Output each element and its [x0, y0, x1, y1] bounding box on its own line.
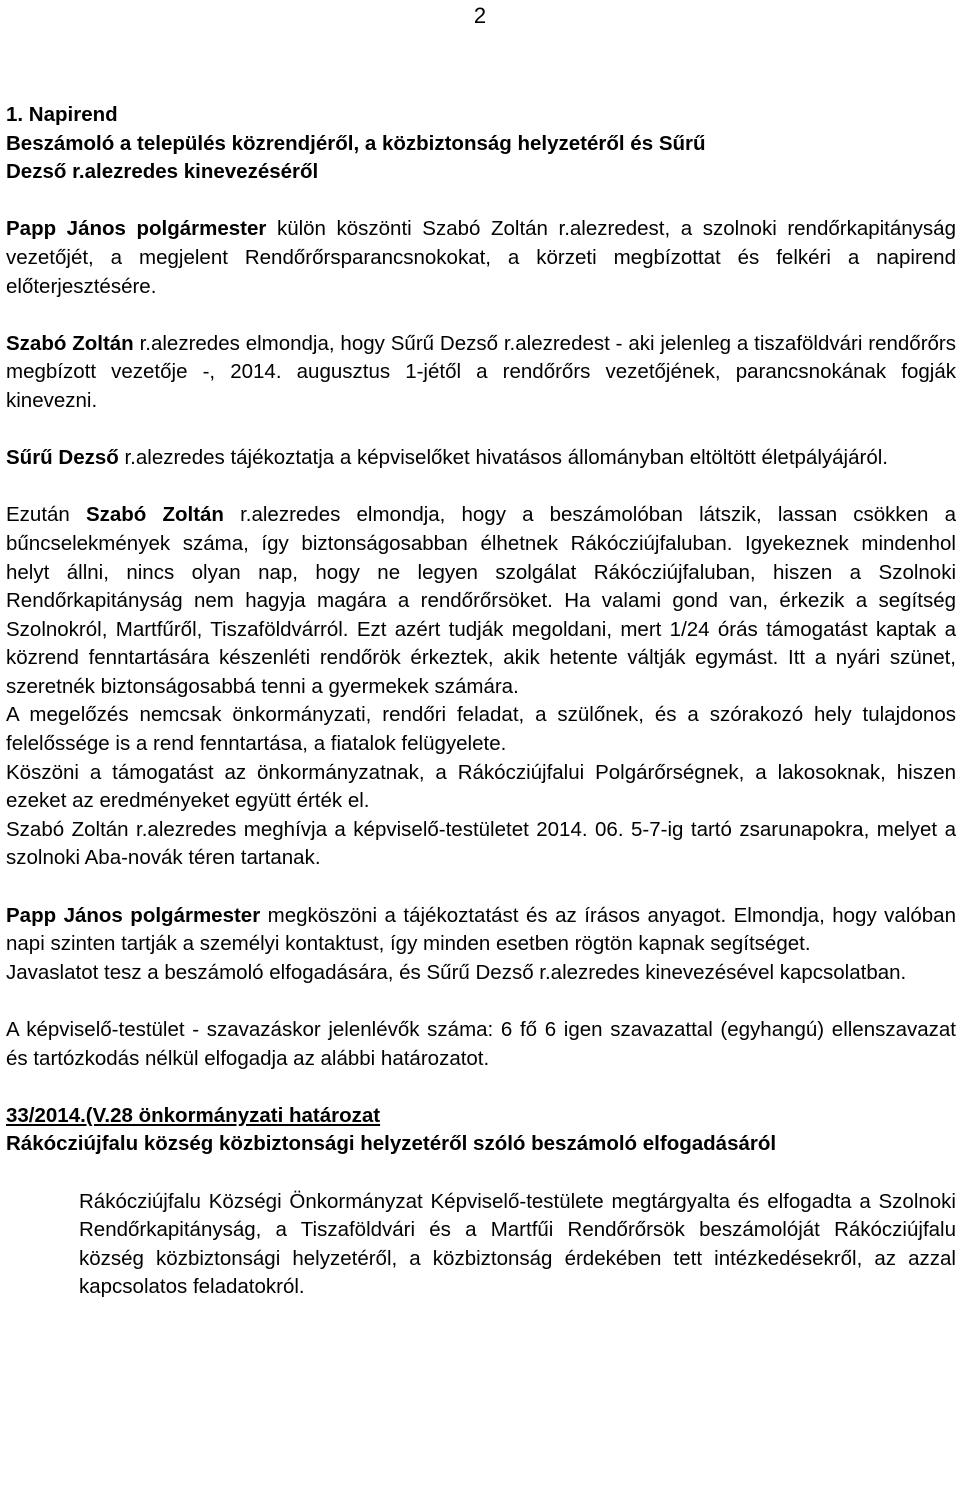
paragraph-career	[6, 444, 956, 473]
paragraph-text: külön köszönti Szabó Zoltán r.alezredest, a szolnoki rendőrkapitányság vezetőjét, a megjelent Rendőrőrsparancsnokokat, a körzeti megbízottat és felkéri a napirend előterjesztésére.	[6, 217, 956, 298]
agenda-title-line: Dezső r.alezredes kinevezéséről	[6, 160, 319, 184]
agenda-title-part: és	[630, 131, 654, 155]
paragraph-prevention: A megelőzés nemcsak önkormányzati, rendőri feladat, a szülőnek, és a szórakozó hely tulajdonos felelőssége is a rend fenntartása, a fiatalok felügyelete.	[6, 703, 956, 756]
speaker-name: Papp János polgármester	[6, 217, 267, 241]
speaker-name: Szabó Zoltán	[85, 503, 224, 527]
page-number: 2	[473, 3, 487, 28]
paragraph-mayor	[6, 902, 956, 959]
paragraph-invitation: Szabó Zoltán r.alezredes meghívja a képviselő-testületet 2014. 06. 5-7-ig tartó zsarunapokra, melyet a szolnoki Aba-novák téren tartanak.	[6, 817, 956, 870]
resolution-body: Rákócziújfalu Községi Önkormányzat Képviselő-testülete megtárgyalta és elfogadta a Szolnoki Rendőrkapitányság, a Tiszaföldvári és a Martfűi Rendőrőrsök beszámolóját Rákócziújfalu község közbiztonsági helyzetéről, a közbiztonság érdekében tett intézkedésekről, az azzal kapcsolatos feladatokról.	[79, 1189, 956, 1299]
paragraph-opening	[6, 215, 956, 301]
resolution-title: Rákócziújfalu község közbiztonsági helyzetéről szóló beszámoló elfogadásáról	[6, 1132, 777, 1156]
paragraph-statistics	[6, 501, 956, 701]
speaker-name: Sűrű Dezső	[6, 446, 119, 470]
speaker-name: Papp János polgármester	[6, 903, 261, 927]
paragraph-lead: Ezután	[6, 503, 86, 527]
paragraph-thanks: Köszöni a támogatást az önkormányzatnak, a Rákócziújfalui Polgárőrségnek, a lakosoknak, hiszen ezeket az eredményeket együtt érték el.	[6, 760, 956, 813]
paragraph-text: r.alezredes elmondja, hogy a beszámolóban látszik, lassan csökken a bűncselekmények száma, így biztonságosabban élhetnek Rákócziújfaluban. Igyekeznek mindenhol helyt állni, nincs olyan nap, hogy ne legyen szolgálat Rákócziújfaluban, hiszen a Szolnoki Rendőrkapitányság nem hagyja magára a rendőrőrsöket. Ha valami gond van, érkezik a segítség Szolnokról, Martfűről, Tiszaföldvárról. Ezt azért tudják megoldani, mert 1/24 órás támogatást kaptak a közrend fenntartására készenléti rendőrök érkeztek, akik hetente váltják egymást. Itt a nyári szünet, szeretnék biztonságosabbá tenni a gyermekek számára.	[6, 503, 956, 698]
agenda-number: 1. Napirend	[6, 103, 118, 126]
agenda-heading	[6, 101, 956, 187]
agenda-title-part: Sűrű	[658, 131, 706, 155]
paragraph-vote: A képviselő-testület - szavazáskor jelenlévők száma: 6 fő 6 igen szavazattal (egyhangú) ellenszavazat és tartózkodás nélkül elfogadja az alábbi határozatot.	[6, 1018, 956, 1070]
paragraph-text: megköszöni a tájékoztatást és az írásos anyagot. Elmondja, hogy valóban napi szinten tartják a személyi kontaktust, így minden esetben rögtön kapnak segítséget.	[6, 903, 956, 956]
paragraph-report	[6, 330, 956, 416]
agenda-title-part: Beszámoló a település közrendjéről, a közbiztonság helyzetéről	[6, 131, 625, 155]
resolution-number: 33/2014.(V.28 önkormányzati határozat	[6, 1103, 381, 1127]
agenda-title-line	[6, 130, 956, 159]
paragraph-proposal: Javaslatot tesz a beszámoló elfogadására, és Sűrű Dezső r.alezredes kinevezésével kapcsolatban.	[6, 960, 907, 984]
paragraph-text: r.alezredes elmondja, hogy Sűrű Dezső r.alezredest - aki jelenleg a tiszaföldvári rendőrőrs megbízott vezetője -, 2014. augusztus 1-jétől a rendőrőrs vezetőjének, parancsnokának fogják kinevezni.	[6, 331, 956, 412]
speaker-name: Szabó Zoltán	[6, 331, 134, 355]
document-body	[6, 101, 956, 1302]
paragraph-text: r.alezredes tájékoztatja a képviselőket hivatásos állományban eltöltött életpályájáról.	[118, 446, 888, 470]
